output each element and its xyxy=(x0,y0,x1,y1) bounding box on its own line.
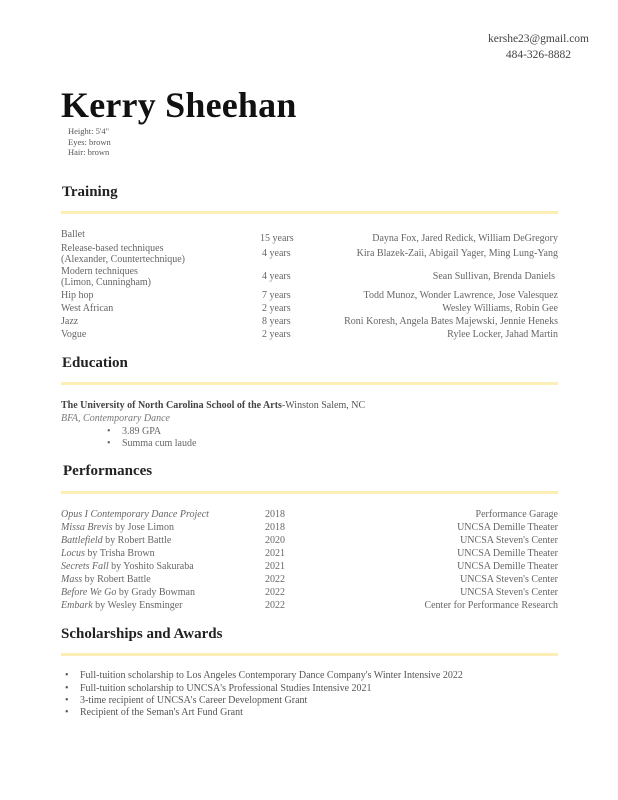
training-style: Jazz xyxy=(61,316,79,327)
awards-divider xyxy=(61,653,558,656)
education-school-line xyxy=(61,400,365,411)
award-item: • 3-time recipient of UNCSA's Career Development Grant xyxy=(80,695,307,706)
performance-venue: UNCSA Demille Theater xyxy=(457,522,558,533)
performance-year: 2022 xyxy=(265,574,285,585)
training-years: 2 years xyxy=(262,303,291,314)
performance-choreographer: by Grady Bowman xyxy=(116,587,195,598)
award-item: • Recipient of the Seman's Art Fund Grant xyxy=(80,707,243,718)
education-bullet: • Summa cum laude xyxy=(122,438,196,449)
training-years: 8 years xyxy=(262,316,291,327)
training-teachers: Wesley Williams, Robin Gee xyxy=(442,303,558,314)
performance-year: 2018 xyxy=(265,522,285,533)
performance-work: Embark xyxy=(61,600,93,611)
performance-year: 2018 xyxy=(265,509,285,520)
award-item: • Full-tuition scholarship to Los Angeles Contemporary Dance Company's Winter Intensive 2022 xyxy=(80,670,463,681)
training-years: 4 years xyxy=(262,271,291,282)
training-style: Vogue xyxy=(61,329,87,340)
performance-work: Battlefield xyxy=(61,535,103,546)
performance-venue: UNCSA Steven's Center xyxy=(460,574,558,585)
performance-work: Secrets Fall xyxy=(61,561,109,572)
training-style: West African xyxy=(61,303,114,314)
performance-venue: UNCSA Steven's Center xyxy=(460,587,558,598)
email[interactable]: kershe23@gmail.com xyxy=(488,33,589,45)
training-years: 7 years xyxy=(262,290,291,301)
education-bullet: • 3.89 GPA xyxy=(122,426,161,437)
training-style: Release-based techniques xyxy=(61,243,164,254)
education-divider xyxy=(61,382,558,385)
performance-venue: UNCSA Demille Theater xyxy=(457,548,558,559)
performance-work: Opus I Contemporary Dance Project xyxy=(61,509,209,520)
training-teachers: Kira Blazek-Zaii, Abigail Yager, Ming Lung-Yang xyxy=(356,248,558,259)
performance-venue: Performance Garage xyxy=(475,509,558,520)
performance-year: 2022 xyxy=(265,600,285,611)
school-location: -Winston Salem, NC xyxy=(281,400,366,411)
education-heading: Education xyxy=(62,355,128,371)
awards-heading: Scholarships and Awards xyxy=(61,626,223,642)
height: Height: 5'4" xyxy=(68,126,110,136)
performance-venue: UNCSA Demille Theater xyxy=(457,561,558,572)
performance-year: 2021 xyxy=(265,548,285,559)
award-item: • Full-tuition scholarship to UNCSA's Professional Studies Intensive 2021 xyxy=(80,683,372,694)
performance-work: Before We Go xyxy=(61,587,117,598)
performance-year: 2020 xyxy=(265,535,285,546)
training-teachers: Rylee Locker, Jahad Martin xyxy=(447,329,558,340)
performances-divider xyxy=(61,491,558,494)
training-years: 2 years xyxy=(262,329,291,340)
performance-choreographer: by Yoshito Sakuraba xyxy=(108,561,194,572)
performance-choreographer: by Robert Battle xyxy=(102,535,172,546)
training-style: Modern techniques xyxy=(61,266,138,277)
phone: 484-326-8882 xyxy=(505,49,571,61)
training-teachers: Todd Munoz, Wonder Lawrence, Jose Valesquez xyxy=(363,290,558,301)
training-teachers: Roni Koresh, Angela Bates Majewski, Jennie Heneks xyxy=(344,316,558,327)
performance-choreographer: by Robert Battle xyxy=(82,574,151,585)
performance-venue: Center for Performance Research xyxy=(424,600,558,611)
contact-info xyxy=(488,31,589,63)
training-style: Hip hop xyxy=(61,290,94,301)
performance-work: Locus xyxy=(61,548,85,559)
performance-venue: UNCSA Steven's Center xyxy=(460,535,558,546)
performances-heading: Performances xyxy=(63,463,153,479)
training-teachers: Sean Sullivan, Brenda Daniels xyxy=(432,271,555,282)
performance-choreographer: by Trisha Brown xyxy=(84,548,155,559)
training-style-sub: (Alexander, Countertechnique) xyxy=(61,254,185,265)
training-teachers: Dayna Fox, Jared Redick, William DeGregory xyxy=(372,233,558,244)
performance-year: 2021 xyxy=(265,561,285,572)
performance-work: Missa Brevis xyxy=(61,522,113,533)
performance-choreographer: by Jose Limon xyxy=(112,522,174,533)
eyes: Eyes: brown xyxy=(68,136,111,147)
performance-choreographer: by Wesley Ensminger xyxy=(92,600,183,611)
performance-year: 2022 xyxy=(265,587,285,598)
performance-work: Mass xyxy=(61,574,83,585)
training-style: Ballet xyxy=(61,229,85,240)
training-heading: Training xyxy=(62,184,118,200)
hair: Hair: brown xyxy=(68,147,110,157)
training-years: 4 years xyxy=(262,248,291,259)
training-years: 15 years xyxy=(260,233,294,244)
physical-stats xyxy=(68,126,111,158)
resume-name: Kerry Sheehan xyxy=(61,85,297,125)
degree: BFA, Contemporary Dance xyxy=(61,413,170,424)
training-divider xyxy=(61,211,558,214)
training-style-sub: (Limon, Cunningham) xyxy=(61,277,151,288)
school-name: The University of North Carolina School of the Arts xyxy=(61,400,282,411)
